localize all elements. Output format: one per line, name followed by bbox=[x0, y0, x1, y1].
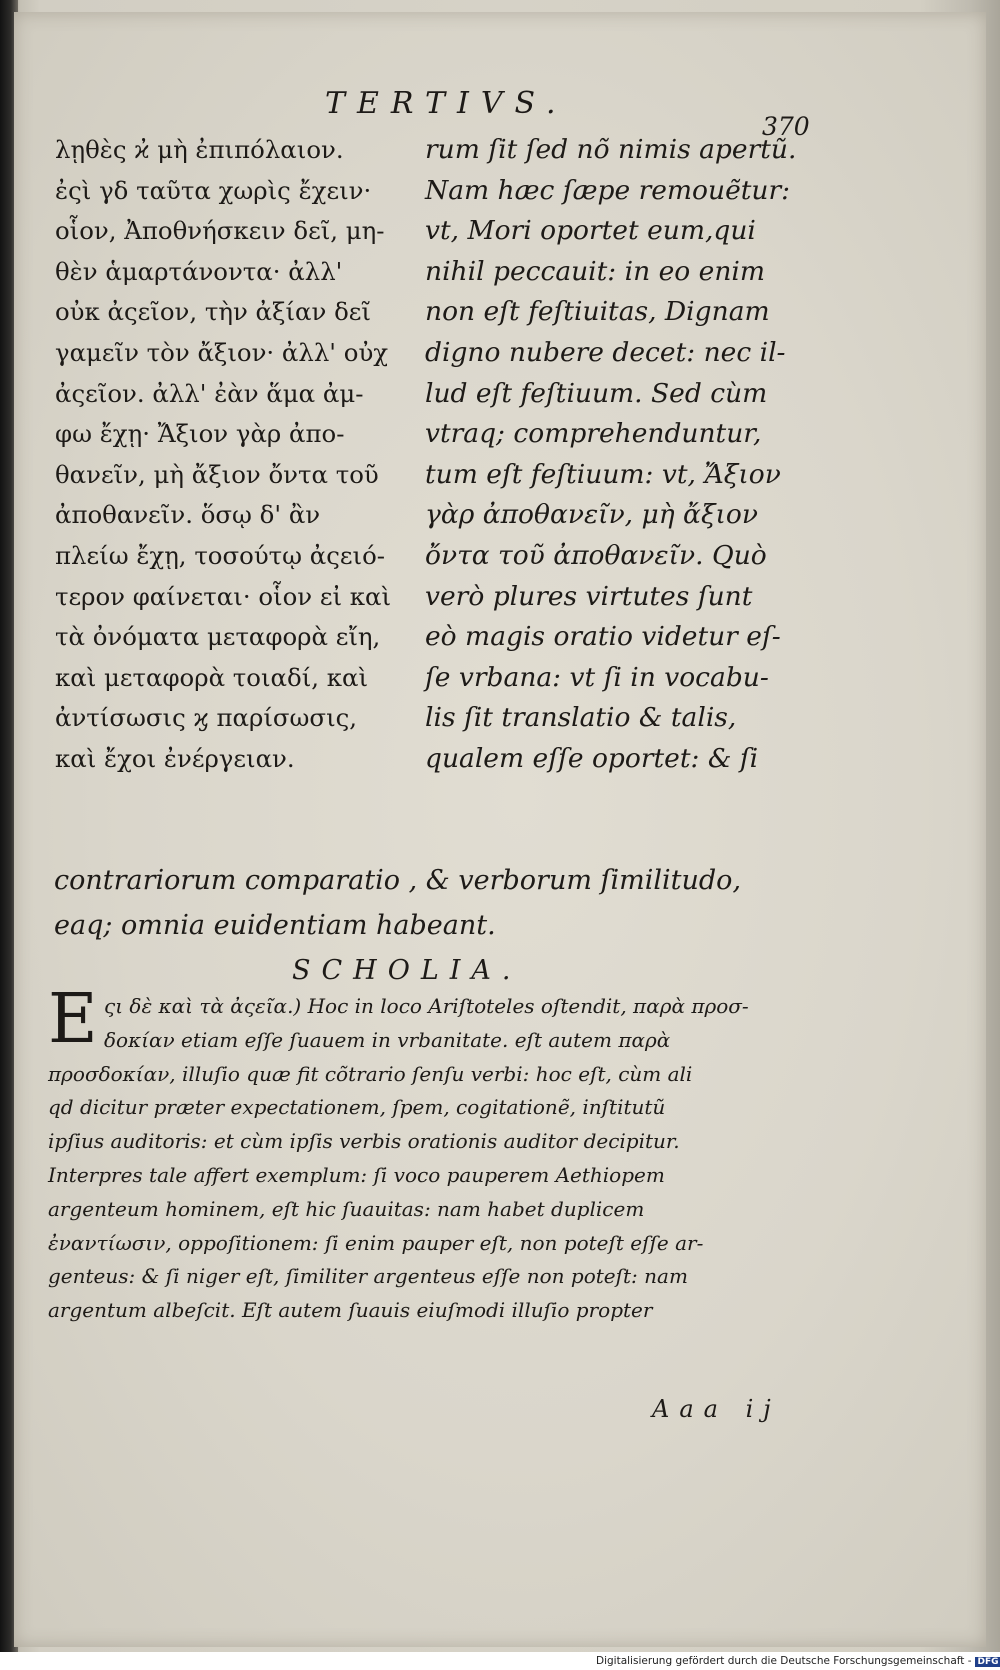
scholia-line: argentum albeſcit. Eſt autem ſuauis eiuſmodi illuſio propter bbox=[48, 1298, 653, 1323]
latin-line: qualem eſſe oportet: & ſi bbox=[425, 742, 759, 774]
greek-line: τερον φαίνεται· οἷον εἰ καὶ bbox=[55, 581, 392, 611]
drop-cap-initial: E bbox=[48, 980, 98, 1059]
latin-line: rum ſit ſed nõ nimis apertũ. bbox=[425, 134, 797, 165]
greek-line: φω ἔχῃ· Ἄξιον γὰρ ἀπο- bbox=[55, 419, 345, 449]
latin-line: verò plures virtutes ſunt bbox=[425, 580, 753, 612]
latin-line: Nam hæc ſæpe remouẽtur: bbox=[425, 174, 791, 206]
greek-line: λῃθὲς ϰ̓ μὴ ἐπιπόλαιον. bbox=[55, 135, 344, 164]
running-head: TERTIVS. bbox=[325, 86, 568, 121]
greek-line: καὶ ἔχοι ἐνέργειαν. bbox=[55, 743, 295, 773]
page-number: 370 bbox=[762, 112, 810, 141]
greek-line: ἐςὶ γδ ταῦτα χωρὶς ἔχειν· bbox=[55, 175, 372, 205]
scholia-line: δοκίαν etiam eſſe ſuauem in vrbanitate. eſt autem παρὰ bbox=[104, 1027, 671, 1052]
scholia-line: προσδοκίαν, illuſio quæ fit cõtrario ſenſu verbi: hoc eſt, cùm ali bbox=[48, 1061, 693, 1086]
latin-tail-line: eaq; omnia euidentiam habeant. bbox=[54, 910, 496, 941]
greek-line: οὐκ ἀςεῖον, τὴν ἀξίαν δεῖ bbox=[55, 297, 371, 327]
scholia-line: genteus: & ſi niger eſt, ſimiliter argenteus eſſe non poteſt: nam bbox=[48, 1264, 688, 1289]
scholia-line: argenteum hominem, eſt hic ſuauitas: nam habet duplicem bbox=[48, 1196, 645, 1221]
latin-tail bbox=[54, 858, 741, 948]
greek-line: θὲν ἁμαρτάνοντα· ἀλλ' bbox=[55, 256, 343, 286]
scholia-line: Interpres tale affert exemplum: ſi voco pauperem Aethiopem bbox=[48, 1162, 665, 1187]
digitization-credit bbox=[596, 1655, 1000, 1667]
latin-line: non eſt feſtiuitas, Dignam bbox=[425, 296, 770, 328]
scholia-line: qd dicitur præter expectationem, ſpem, cogitationẽ, inſtitutũ bbox=[48, 1095, 666, 1120]
greek-line: ἀντίσωσις ϗ παρίσωσις, bbox=[55, 703, 358, 733]
scholia-line: ςι δὲ καὶ τὰ ἀςεῖα.) Hoc in loco Ariſtoteles oſtendit, παρὰ προσ- bbox=[104, 994, 749, 1018]
latin-line: eò magis oratio videtur eſ- bbox=[425, 621, 781, 653]
greek-line: καὶ μεταφορὰ τοιαδί, καὶ bbox=[55, 662, 369, 692]
latin-line: vt, Mori oportet eum,qui bbox=[425, 215, 756, 247]
scholia-heading: SCHOLIA. bbox=[292, 955, 522, 986]
scholia-text bbox=[48, 990, 808, 1328]
credit-text: Digitalisierung gefördert durch die Deutsche Forschungsgemeinschaft - bbox=[596, 1655, 972, 1667]
latin-line: tum eſt feſtiuum: vt, Ἄξιον bbox=[425, 458, 781, 490]
latin-line: digno nubere decet: nec il- bbox=[425, 336, 786, 368]
greek-column bbox=[55, 130, 415, 780]
latin-line: lis ſit translatio & talis, bbox=[425, 702, 737, 734]
scholia-line: ἐναντίωσιν, oppoſitionem: ſi enim pauper eſt, non poteſt eſſe ar- bbox=[48, 1230, 704, 1255]
latin-line: ὄντα τοῦ ἀποθανεῖν. Quò bbox=[425, 539, 767, 571]
latin-column bbox=[425, 130, 820, 780]
dfg-logo: DFG bbox=[975, 1657, 1000, 1667]
latin-line: vtraq; comprehenduntur, bbox=[425, 418, 762, 450]
greek-line: πλείω ἔχῃ, τοσούτῳ ἀςειό- bbox=[55, 540, 386, 570]
signature-mark: Aaa ij bbox=[652, 1395, 781, 1423]
greek-line: γαμεῖν τὸν ἄξιον· ἀλλ' οὐχ bbox=[55, 337, 389, 367]
greek-line: ἀςεῖον. ἀλλ' ἐὰν ἅμα ἀμ- bbox=[55, 378, 364, 408]
latin-tail-line: contrariorum comparatio , & verborum ſimilitudo, bbox=[54, 865, 742, 896]
latin-line: nihil peccauit: in eo enim bbox=[425, 255, 766, 287]
scholia-line: ipſius auditoris: et cùm ipſis verbis orationis auditor decipitur. bbox=[48, 1129, 680, 1154]
greek-line: τὰ ὀνόματα μεταφορὰ εἴη, bbox=[55, 622, 381, 652]
latin-line: lud eſt feſtiuum. Sed cùm bbox=[425, 377, 768, 409]
latin-line: ſe vrbana: vt ſi in vocabu- bbox=[425, 661, 769, 693]
latin-line: γὰρ ἀποθανεῖν, μὴ ἄξιον bbox=[425, 499, 758, 531]
greek-line: ἀποθανεῖν. ὅσῳ δ' ἂν bbox=[55, 500, 321, 530]
greek-line: οἷον, Ἀποθνήσκειν δεῖ, μη- bbox=[55, 216, 385, 246]
greek-line: θανεῖν, μὴ ἄξιον ὄντα τοῦ bbox=[55, 459, 379, 489]
